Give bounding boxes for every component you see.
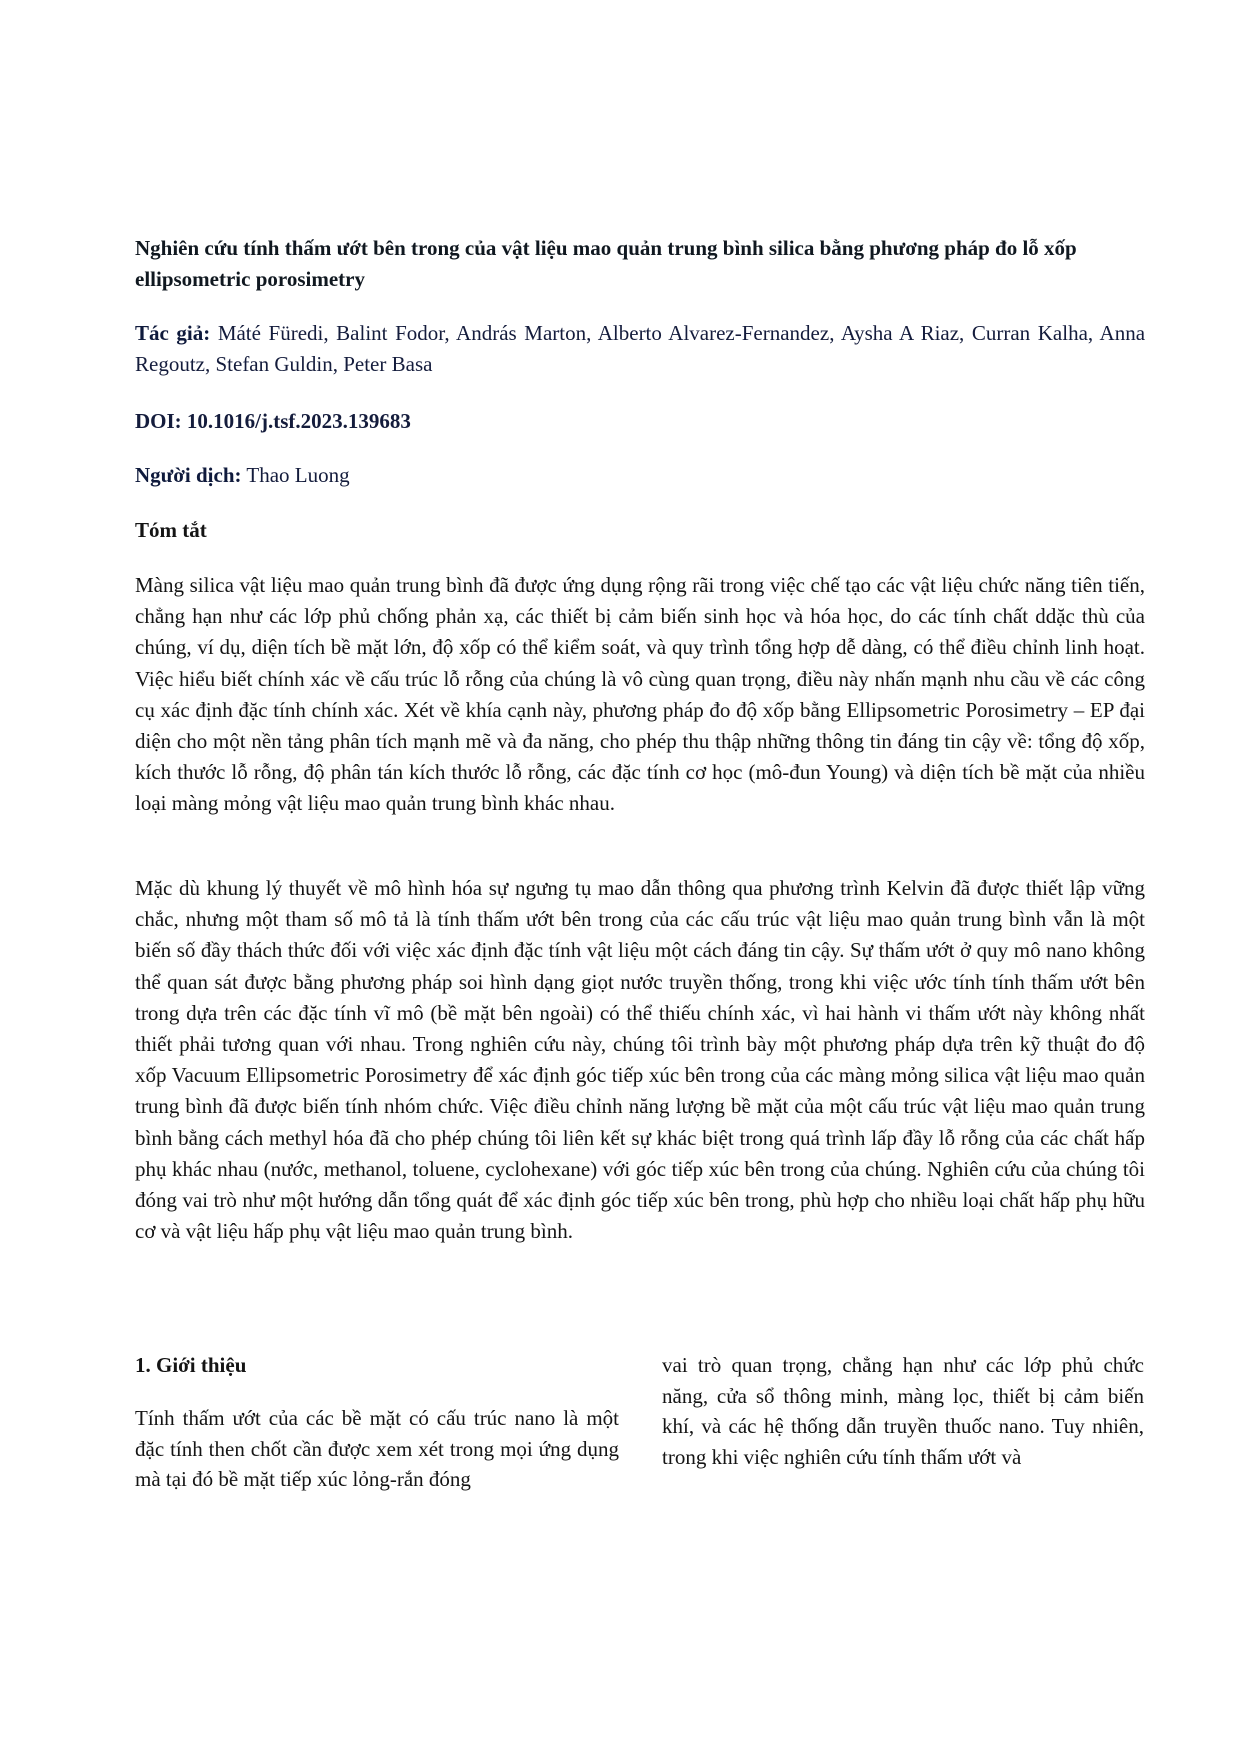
- paper-title: Nghiên cứu tính thấm ướt bên trong của vật liệu mao quản trung bình silica bằng phương pháp đo lỗ xốp ellipsometric porosimetry: [135, 236, 1077, 291]
- translator-value: Thao Luong: [246, 463, 350, 487]
- authors-line: [135, 318, 1145, 380]
- translator-line: [135, 460, 1145, 491]
- intro-right-text: vai trò quan trọng, chẳng hạn như các lớp phủ chức năng, cửa sổ thông minh, màng lọc, thiết bị cảm biến khí, và các hệ thống dẫn truyền thuốc nano. Tuy nhiên, trong khi việc nghiên cứu tính thấm ướt và: [662, 1353, 1144, 1469]
- intro-right-column: [662, 1350, 1144, 1472]
- abstract-heading: Tóm tắt: [135, 518, 207, 542]
- doi-line: DOI: 10.1016/j.tsf.2023.139683: [135, 409, 411, 433]
- abstract-paragraph-2: Mặc dù khung lý thuyết về mô hình hóa sự ngưng tụ mao dẫn thông qua phương trình Kelvin đã được thiết lập vững chắc, nhưng một tham số mô tả là tính thấm ướt bên trong của các cấu trúc vật liệu mao quản trung bình vẫn là một biến số đầy thách thức đối với việc xác định đặc tính vật liệu một cách đáng tin cậy. Sự thấm ướt ở quy mô nano không thể quan sát được bằng phương pháp soi hình dạng giọt nước truyền thống, trong khi việc ước tính tính thấm ướt bên trong dựa trên các đặc tính vĩ mô (bề mặt bên ngoài) có thể thiếu chính xác, vì hai hành vi thấm ướt này không nhất thiết phải tương quan với nhau. Trong nghiên cứu này, chúng tôi trình bày một phương pháp dựa trên kỹ thuật đo độ xốp Vacuum Ellipsometric Porosimetry để xác định góc tiếp xúc bên trong của các màng mỏng silica vật liệu mao quản trung bình đã được biến tính nhóm chức. Việc điều chỉnh năng lượng bề mặt của một cấu trúc vật liệu mao quản trung bình bằng cách methyl hóa đã cho phép chúng tôi liên kết sự khác biệt trong quá trình lấp đầy lỗ rỗng của các chất hấp phụ khác nhau (nước, methanol, toluene, cyclohexane) với góc tiếp xúc bên trong của chúng. Nghiên cứu của chúng tôi đóng vai trò như một hướng dẫn tổng quát để xác định góc tiếp xúc bên trong, phù hợp cho nhiều loại chất hấp phụ hữu cơ và vật liệu hấp phụ vật liệu mao quản trung bình.: [135, 876, 1145, 1244]
- intro-left-text: Tính thấm ướt của các bề mặt có cấu trúc nano là một đặc tính then chốt cần được xem xét trong mọi ứng dụng mà tại đó bề mặt tiếp xúc lỏng-rắn đóng: [135, 1406, 619, 1491]
- abstract-paragraph-1: Màng silica vật liệu mao quản trung bình đã được ứng dụng rộng rãi trong việc chế tạo các vật liệu chức năng tiên tiến, chẳng hạn như các lớp phủ chống phản xạ, các thiết bị cảm biến sinh học và hóa học, do các tính chất ddặc thù của chúng, ví dụ, diện tích bề mặt lớn, độ xốp có thể kiểm soát, và quy trình tổng hợp dễ dàng, có thể điều chỉnh linh hoạt. Việc hiểu biết chính xác về cấu trúc lỗ rỗng của chúng là vô cùng quan trọng, điều này nhấn mạnh nhu cầu về các công cụ xác định đặc tính chính xác. Xét về khía cạnh này, phương pháp đo độ xốp bằng Ellipsometric Porosimetry – EP đại diện cho một nền tảng phân tích mạnh mẽ và đa năng, cho phép thu thập những thông tin đáng tin cậy về: tổng độ xốp, kích thước lỗ rỗng, độ phân tán kích thước lỗ rỗng, các đặc tính cơ học (mô-đun Young) và diện tích bề mặt của nhiều loại màng mỏng vật liệu mao quản trung bình khác nhau.: [135, 573, 1145, 816]
- authors-value: Máté Füredi, Balint Fodor, András Marton, Alberto Alvarez-Fernandez, Aysha A Riaz, Curran Kalha, Anna Regoutz, Stefan Guldin, Peter Basa: [135, 321, 1146, 376]
- authors-label: Tác giả:: [135, 321, 211, 345]
- introduction-heading: 1. Giới thiệu: [135, 1353, 247, 1377]
- translator-label: Người dịch:: [135, 463, 242, 487]
- intro-left-column: [135, 1350, 619, 1495]
